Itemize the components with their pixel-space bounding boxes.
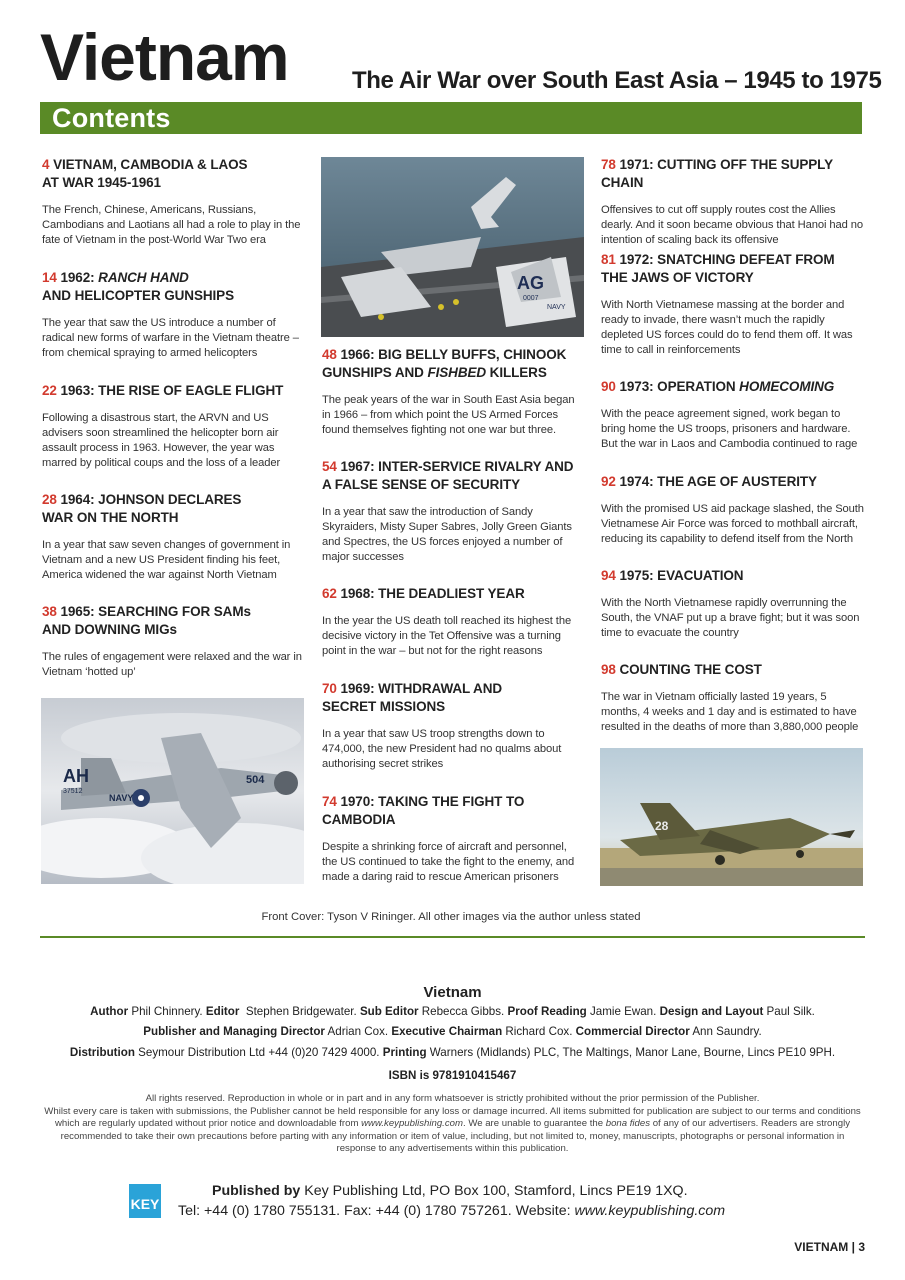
- contents-entry-74[interactable]: [322, 793, 584, 885]
- page-number: 54: [322, 459, 337, 474]
- page-number: 22: [42, 383, 57, 398]
- entry-title: 90 1973: OPERATION HOMECOMING: [601, 379, 835, 394]
- contents-entry-28[interactable]: [42, 491, 307, 583]
- colophon-management-line: Publisher and Managing Director Adrian Cox. Executive Chairman Richard Cox. Commercial Director Ann Saundry.: [143, 1025, 762, 1038]
- publisher-website-link[interactable]: www.keypublishing.com: [574, 1203, 726, 1219]
- isbn-line: ISBN is 9781910415467: [388, 1069, 517, 1082]
- contents-entry-92[interactable]: [601, 473, 865, 547]
- entry-title: 81 1972: SNATCHING DEFEAT FROM THE JAWS OF VICTORY: [601, 252, 835, 285]
- page-number: 28: [42, 492, 57, 507]
- logo-lettering: KEY: [130, 1196, 160, 1212]
- page-number: 70: [322, 681, 337, 696]
- thunderchief-photo: [600, 748, 863, 886]
- entry-title: 98 COUNTING THE COST: [601, 662, 762, 677]
- entry-summary: In the year the US death toll reached its highest the decisive victory in the Tet Offensive was a turning point in the war – but not for the right reasons: [322, 615, 572, 657]
- serial-marking: 0007: [523, 295, 539, 302]
- entry-summary: With the peace agreement signed, work began to bring home the US troops, prisoners and hardware. But the war in Laos and Cambodia continued to rage: [601, 408, 858, 450]
- contents-heading: Contents: [52, 103, 171, 133]
- page-number: 62: [322, 586, 337, 601]
- entry-title: 78 1971: CUTTING OFF THE SUPPLY CHAIN: [601, 157, 833, 190]
- contents-entry-62[interactable]: [322, 585, 584, 659]
- contents-entry-38[interactable]: [42, 603, 307, 680]
- page-number: 74: [322, 794, 337, 809]
- page-number: 4: [42, 157, 50, 172]
- page-number: 81: [601, 252, 616, 267]
- entry-title: 14 1962: RANCH HAND AND HELICOPTER GUNSHIPS: [42, 270, 234, 303]
- key-publishing-logo: [127, 1178, 163, 1220]
- entry-title: 54 1967: INTER-SERVICE RIVALRY AND A FALSE SENSE OF SECURITY: [322, 459, 574, 492]
- entry-summary: Despite a shrinking force of aircraft and personnel, the US continued to take the fight to the enemy, and made a daring raid to rescue American prisoners: [322, 841, 575, 883]
- entry-summary: Following a disastrous start, the ARVN and US advisers soon streamlined the helicopter born air assault process in 1963. However, the year was marred by political coups and the loss of a leader: [42, 412, 281, 469]
- entry-title: 48 1966: BIG BELLY BUFFS, CHINOOK GUNSHIPS AND FISHBED KILLERS: [322, 347, 567, 380]
- entry-summary: In a year that saw seven changes of government in Vietnam and a new US President finding his feet, America widened the war against North Vietnam: [42, 539, 291, 581]
- contents-entry-48[interactable]: [322, 346, 584, 438]
- entry-title: 92 1974: THE AGE OF AUSTERITY: [601, 474, 817, 489]
- tail-code-marking: AG: [517, 273, 544, 293]
- entry-title: 4 VIETNAM, CAMBODIA & LAOS AT WAR 1945-1961: [42, 157, 248, 190]
- colophon-title: Vietnam: [423, 984, 482, 1001]
- carrier-deck-image: [321, 157, 584, 337]
- entry-summary: In a year that saw US troop strengths down to 474,000, the new President had no qualms about authorising secret strikes: [322, 728, 562, 770]
- carrier-deck-photo: [321, 157, 584, 337]
- colophon-distribution-line: Distribution Seymour Distribution Ltd +44 (0)20 7429 4000. Printing Warners (Midlands) PLC, The Maltings, Manor Lane, Bourne, Lincs PE10 9PH.: [69, 1046, 836, 1059]
- magazine-subtitle: The Air War over South East Asia – 1945 to 1975: [352, 67, 882, 94]
- contents-entry-4[interactable]: [42, 156, 307, 248]
- page-number: 48: [322, 347, 337, 362]
- tail-number-marking: 28: [655, 819, 669, 833]
- contents-entry-90[interactable]: [601, 378, 865, 452]
- entry-summary: The French, Chinese, Americans, Russians, Cambodians and Laotians all had a role to play in the fate of Vietnam in the post-World War Two era: [42, 204, 301, 246]
- contents-entry-98[interactable]: [601, 661, 865, 735]
- entry-title: 74 1970: TAKING THE FIGHT TO CAMBODIA: [322, 794, 525, 827]
- contents-entry-54[interactable]: [322, 458, 584, 565]
- entry-title: 94 1975: EVACUATION: [601, 568, 744, 583]
- navy-marking: NAVY: [109, 793, 134, 803]
- skyraider-photo: [41, 698, 304, 884]
- page-number: 78: [601, 157, 616, 172]
- photo-credit-caption: Front Cover: Tyson V Rininger. All other images via the author unless stated: [261, 911, 641, 923]
- page-number: 94: [601, 568, 616, 583]
- legal-notice: All rights reserved. Reproduction in whole or in part and in any form whatsoever is strictly prohibited without the prior permission of the Publisher. Whilst every care is taken with submissions, the Publisher cannot be held responsible for any loss or damage incurred. All items submitted for publication are subject to our terms and conditions which are regularly updated without prior notice and downloadable from www.keypublishing.com. We are unable to guarantee the bona fides of any of our advertisers. Readers are strongly recommended to take their own precautions before parting with any information or item of value, including, but not limited to, money, manuscripts, photographs or personal information in response to any advertisements within this publication.: [44, 1093, 861, 1155]
- contents-entry-22[interactable]: [42, 382, 307, 471]
- entry-summary: In a year that saw the introduction of Sandy Skyraiders, Misty Super Sabres, Jolly Green Giants and Spectres, the US forces enjoyed a number of major successes: [322, 506, 572, 563]
- divider-rule: [40, 936, 865, 938]
- skyraider-image: [41, 698, 304, 884]
- contents-entry-78[interactable]: [601, 156, 865, 248]
- tail-code-marking: AH: [63, 766, 89, 786]
- entry-summary: The peak years of the war in South East Asia began in 1966 – from which point the US Armed Forces found themselves fighting not one war but three.: [322, 394, 575, 436]
- thunderchief-image: [600, 748, 863, 886]
- contents-entry-70[interactable]: [322, 680, 584, 772]
- entry-summary: With the promised US aid package slashed, the South Vietnamese Air Force was forced to mothball aircraft, reducing its capability to defend itself from the North: [601, 503, 864, 545]
- page-number: 90: [601, 379, 616, 394]
- entry-title: 28 1964: JOHNSON DECLARES WAR ON THE NORTH: [42, 492, 242, 525]
- entry-summary: Offensives to cut off supply routes cost the Allies dearly. And it soon became obvious that Hanoi had no intention of scaling back its offensive: [601, 204, 864, 246]
- serial-marking: 37512: [63, 788, 83, 795]
- contents-heading-bar: [40, 102, 862, 134]
- entry-summary: The year that saw the US introduce a number of radical new forms of warfare in the Vietnam theatre – from chemical spraying to armed helicopters: [42, 317, 299, 359]
- entry-summary: With North Vietnamese massing at the border and ready to invade, there wasn’t much the rapidly depleted US forces could do to fend them off. It was time to call in reinforcements: [601, 299, 853, 356]
- entry-summary: The rules of engagement were relaxed and the war in Vietnam ‘hotted up’: [42, 651, 302, 678]
- contents-entry-94[interactable]: [601, 567, 865, 641]
- entry-title: 38 1965: SEARCHING FOR SAMs AND DOWNING MIGs: [42, 604, 251, 637]
- page-number: 14: [42, 270, 57, 285]
- page-number: 98: [601, 662, 616, 677]
- entry-title: 62 1968: THE DEADLIEST YEAR: [322, 586, 525, 601]
- page-number: 92: [601, 474, 616, 489]
- entry-title: 70 1969: WITHDRAWAL AND SECRET MISSIONS: [322, 681, 503, 714]
- modex-marking: 504: [246, 774, 265, 786]
- masthead: [40, 20, 882, 94]
- publisher-info: Published by Key Publishing Ltd, PO Box 100, Stamford, Lincs PE19 1XQ. Tel: +44 (0) 1780 755131. Fax: +44 (0) 1780 757261. Website: www.keypublishing.com: [178, 1183, 726, 1219]
- magazine-title: Vietnam: [40, 20, 289, 94]
- page-folio: VIETNAM | 3: [794, 1240, 865, 1254]
- contents-entry-81[interactable]: [601, 251, 865, 358]
- contents-entry-14[interactable]: [42, 269, 307, 361]
- page-number: 38: [42, 604, 57, 619]
- colophon-credits-line: Author Phil Chinnery. Editor Stephen Bridgewater. Sub Editor Rebecca Gibbs. Proof Reading Jamie Ewan. Design and Layout Paul Silk.: [90, 1005, 815, 1018]
- entry-summary: With the North Vietnamese rapidly overrunning the South, the VNAF put up a brave fight; but it was soon time to evacuate the country: [601, 597, 860, 639]
- entry-title: 22 1963: THE RISE OF EAGLE FLIGHT: [42, 383, 284, 398]
- navy-marking: NAVY: [547, 304, 566, 311]
- entry-summary: The war in Vietnam officially lasted 19 years, 5 months, 4 weeks and 1 day and is estimated to have resulted in the deaths of more than 3,880,000 people: [601, 691, 859, 733]
